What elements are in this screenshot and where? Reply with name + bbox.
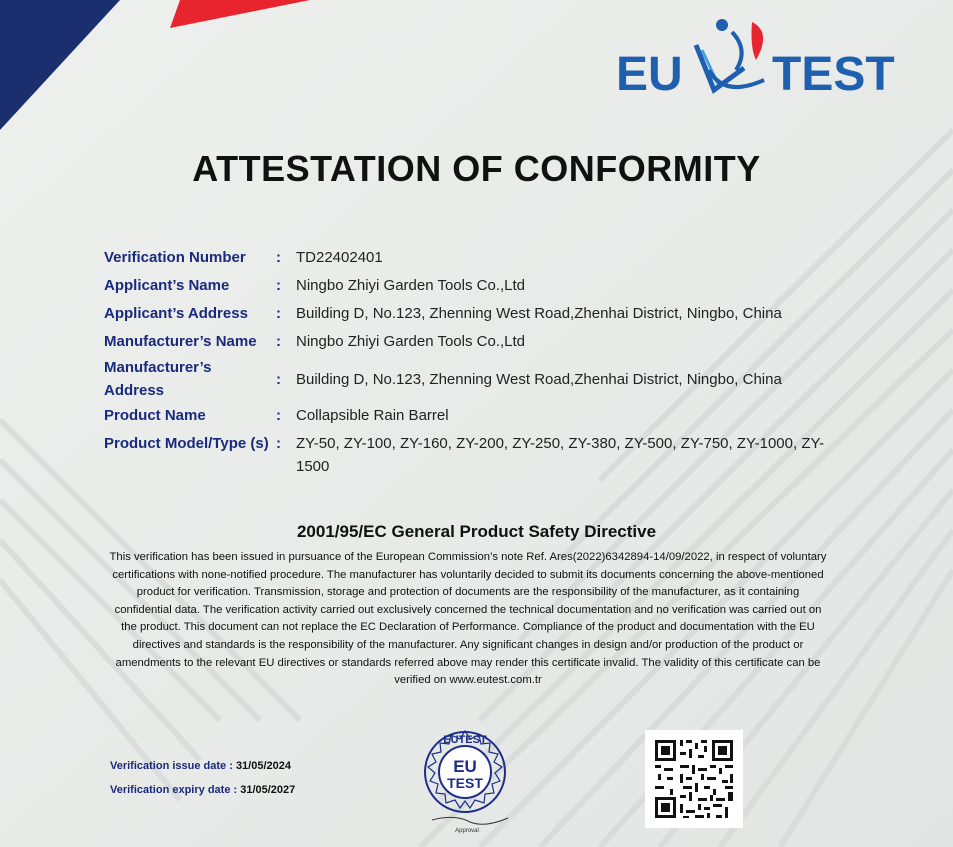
field-verification-number [104,244,844,272]
seal-center-test: TEST [447,775,483,791]
issue-date-value: 31/05/2024 [235,760,291,772]
field-colon: : [276,435,281,452]
directive-title: 2001/95/EC General Product Safety Directive [296,522,657,541]
field-label: Manufacturer’s Name [104,333,257,350]
verification-dates [110,754,295,802]
field-value: Ningbo Zhiyi Garden Tools Co.,Ltd [296,333,526,350]
field-applicant-name [104,272,844,300]
conformity-statement: This verification has been issued in pursuance of the European Commission’s note Ref. Ares(2022)6342894-14/09/2022, in respect of voluntary certifications with none-notified procedure. The manufacturer has voluntarily decided to submit its documents concerning the above-mentioned product for verification. Transmission, storage and protection of documents are the responsibility of the manufacturer, as it containing confidential data. The verification activity carried out exclusively concerned the technical documentation and no verification was carried out on the product. This document can not replace the EC Declaration of Performance. Compliance of the product and documentation with the EU directives and standards is the responsibility of the manufacturer. Any significant changes in design and/or production of the product or amendments to the relevant EU directives or standards referred above may render this certificate invalid. The validity of this certificate can be verified on www.eutest.com.tr [109,551,827,687]
field-colon: : [276,370,281,388]
field-label: Manufacturer’s Address [104,359,212,399]
field-value: Building D, No.123, Zhenning West Road,Zhenhai District, Ningbo, China [296,305,782,322]
field-label: Product Model/Type (s) [104,435,269,452]
field-product-model [104,430,844,478]
field-colon: : [276,407,281,424]
page-title: ATTESTATION OF CONFORMITY [192,148,761,189]
field-label: Product Name [104,407,206,424]
field-value: Ningbo Zhiyi Garden Tools Co.,Ltd [296,277,526,294]
seal-top-text: EUTEST [443,734,487,746]
logo-text-test: TEST [772,48,895,101]
field-product-name [104,402,844,430]
expiry-date-row [110,778,295,802]
field-label: Applicant’s Address [104,305,248,322]
eutest-logo [614,10,904,110]
field-label: Verification Number [104,249,246,266]
corner-decoration [0,0,320,140]
seal-center-eu: EU [453,757,477,776]
field-colon: : [276,333,281,350]
field-manufacturer-name [104,328,844,356]
book-icon [696,19,764,90]
official-seal [410,722,520,837]
field-value: TD22402401 [296,249,383,266]
seal-caption: Approval [455,828,479,834]
verification-qr-code[interactable] [645,730,743,828]
expiry-date-value: 31/05/2027 [240,784,296,796]
field-value: ZY-50, ZY-100, ZY-160, ZY-200, ZY-250, ZY-380, ZY-500, ZY-750, ZY-1000, ZY-1500 [296,435,825,475]
field-value: Collapsible Rain Barrel [296,407,449,424]
field-applicant-address [104,300,844,328]
logo-text-eu: EU [616,48,683,101]
issue-date-label: Verification issue date : [110,760,236,772]
field-value: Building D, No.123, Zhenning West Road,Zhenhai District, Ningbo, China [296,370,782,388]
field-colon: : [276,305,281,322]
field-manufacturer-address [104,356,844,402]
field-colon: : [276,249,281,266]
certificate-fields [104,244,844,478]
expiry-date-label: Verification expiry date : [110,784,241,796]
field-label: Applicant’s Name [104,277,230,294]
issue-date-row [110,754,295,778]
field-colon: : [276,277,281,294]
